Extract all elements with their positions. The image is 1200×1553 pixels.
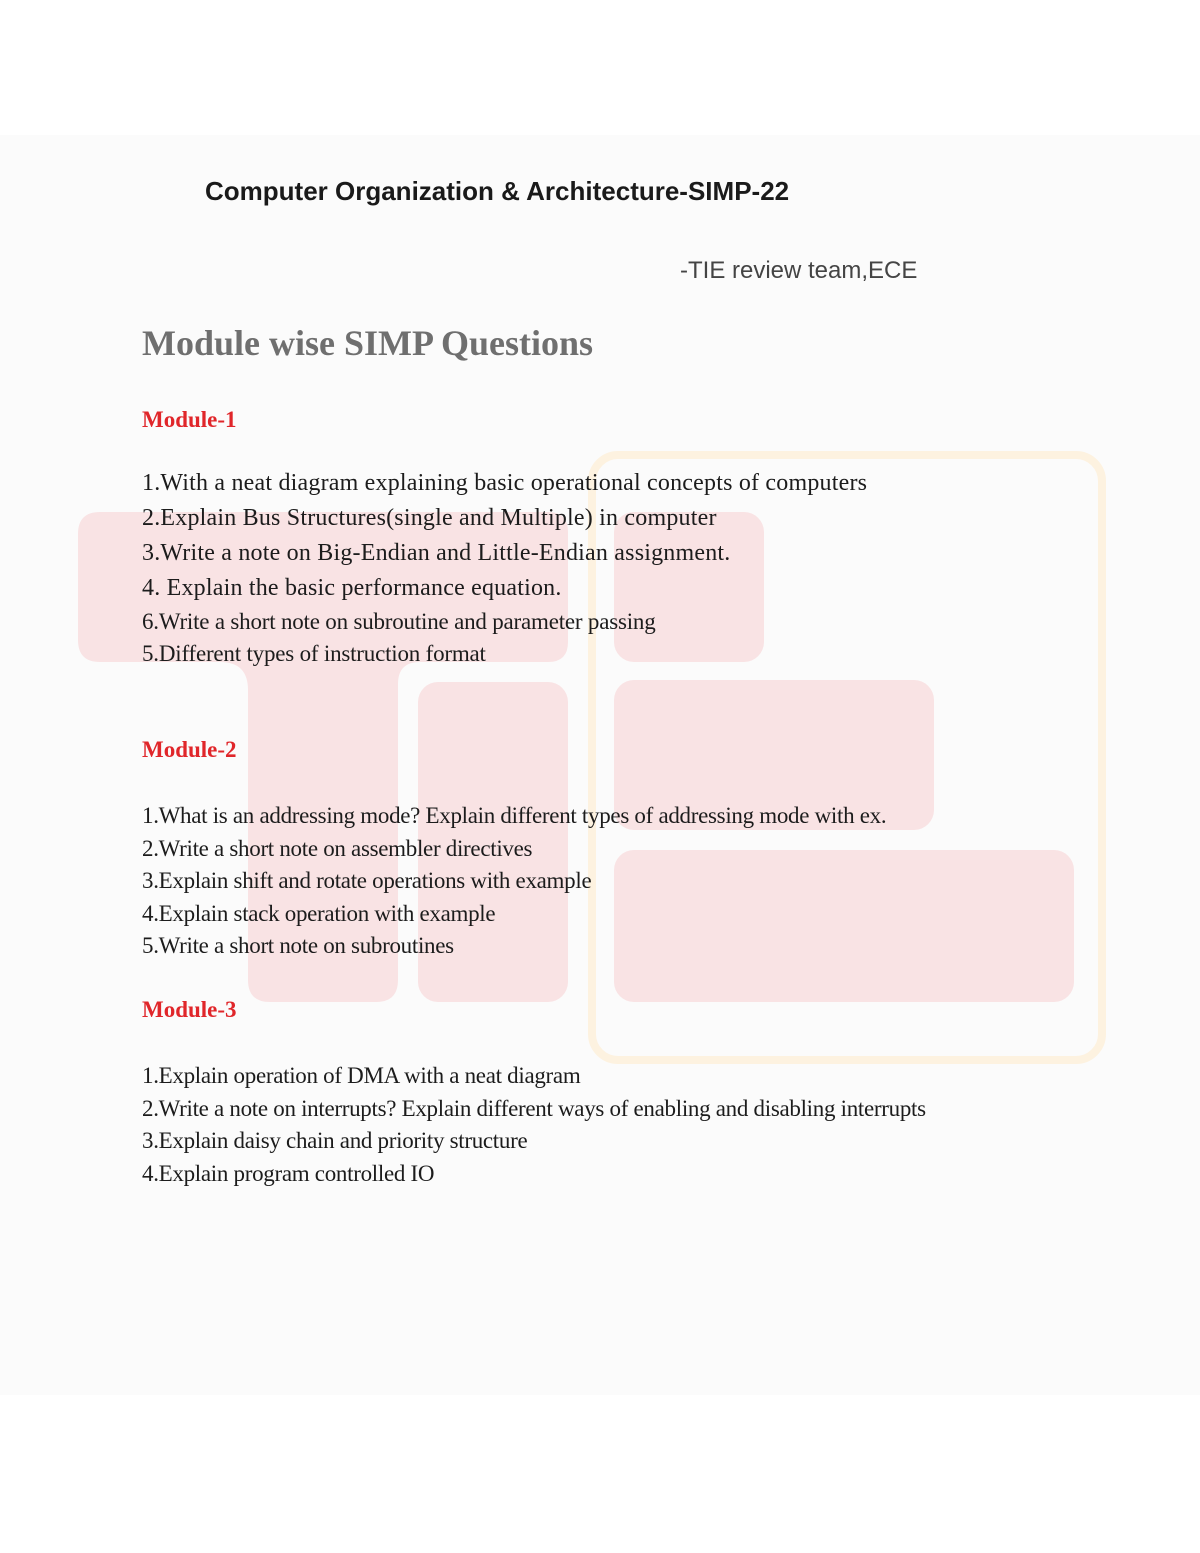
question-item: 6.Write a short note on subroutine and parameter passing [142,609,656,634]
question-item: 3.Explain daisy chain and priority structure [142,1128,528,1153]
page-heading: Module wise SIMP Questions [142,323,594,363]
question-item: 5.Write a short note on subroutines [142,933,454,958]
question-item: 1.With a neat diagram explaining basic operational concepts of computers [142,470,868,496]
document-credit: -TIE review team,ECE [680,257,918,284]
document-title: Computer Organization & Architecture-SIMP-22 [205,176,790,206]
module-1-title: Module-1 [142,407,237,432]
module-2-question-list [142,800,886,963]
question-item: 4.Explain program controlled IO [142,1160,435,1186]
question-item: 2.Explain Bus Structures(single and Multiple) in computer [142,505,717,531]
module-3-title: Module-3 [142,997,237,1022]
question-item: 4.Explain stack operation with example [142,900,496,926]
question-item: 2.Write a note on interrupts? Explain different ways of enabling and disabling interrupts [142,1095,926,1121]
module-1-question-list [142,466,867,670]
question-item: 2.Write a short note on assembler directives [142,835,533,861]
question-item: 4. Explain the basic performance equation. [142,575,562,601]
module-3-question-list [142,1060,926,1190]
question-item: 5.Different types of instruction format [142,641,486,666]
question-item: 3.Write a note on Big-Endian and Little-Endian assignment. [142,540,731,566]
question-item: 1.Explain operation of DMA with a neat diagram [142,1063,581,1088]
question-item: 3.Explain shift and rotate operations with example [142,868,592,893]
question-item: 1.What is an addressing mode? Explain different types of addressing mode with ex. [142,803,887,828]
module-2-title: Module-2 [142,737,237,762]
